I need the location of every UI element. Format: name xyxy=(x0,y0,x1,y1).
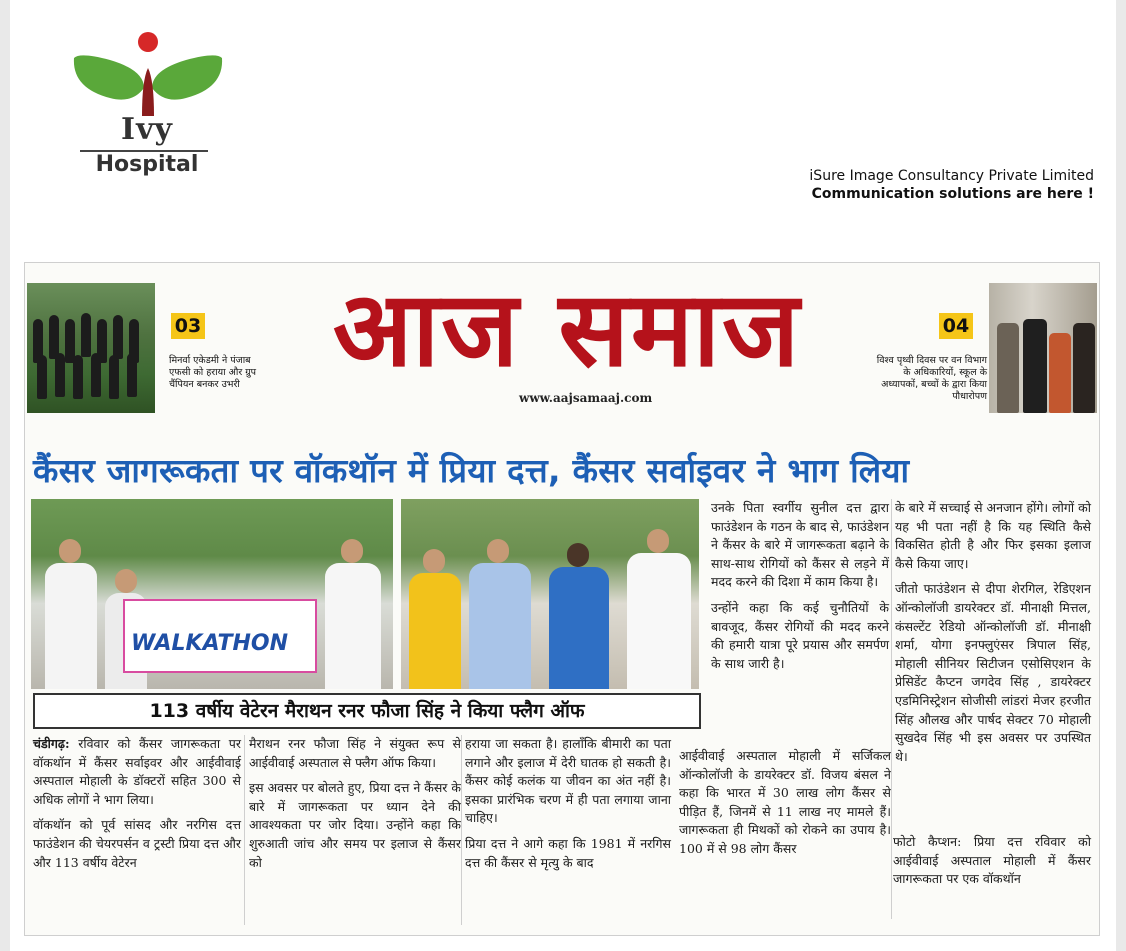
newspaper-masthead-title: आज समाज xyxy=(332,268,802,390)
walkathon-banner xyxy=(123,599,317,673)
masthead xyxy=(25,263,1099,413)
paragraph: के बारे में सच्चाई से अनजान होंगे। लोगों को यह भी पता नहीं है कि यह स्थिति कैसे विकसित होती है और फिर इसका इलाज कैसे किया जाए। xyxy=(895,500,1091,571)
article-column-4-lower xyxy=(679,747,891,866)
consultancy-credit xyxy=(809,168,1094,202)
page-sheet xyxy=(10,0,1116,951)
article-headline: कैंसर जागरूकता पर वॉकथॉन में प्रिया दत्त, कैंसर सर्वाइवर ने भाग लिया xyxy=(33,451,910,490)
paragraph: इस अवसर पर बोलते हुए, प्रिया दत्त ने कैंसर के बारे में जागरूकता पर ध्यान देने की आवश्यकता पर जोर दिया। उन्होंने कहा कि शुरुआती जांच और समय पर इलाज से कैंसर को xyxy=(249,780,461,870)
article-column-5 xyxy=(895,499,1091,773)
paragraph: हराया जा सकता है। हालाँकि बीमारी का पता लगाने और इलाज में देरी घातक हो सकती है। कैंसर कोई कलंक या जीवन का अंत नहीं है। इसका प्रारंभिक चरण में ही पता लगाया जाना चाहिए। xyxy=(465,736,671,826)
brand-name: Ivy xyxy=(121,112,173,147)
article-subheadline: 113 वर्षीय वेटेरन मैराथन रनर फौजा सिंह ने किया फ्लैग ऑफ xyxy=(33,693,701,729)
paragraph: आईवीवाई अस्पताल मोहाली में सर्जिकल ऑन्कोलॉजी के डायरेक्टर डॉ. विजय बंसल ने कहा कि भारत में 30 लाख लोग कैंसर से पीड़ित हैं, जिनमें से 11 लाख नए मामले हैं। जागरूकता ही मिथकों को रोकने का उपाय है। 100 में से 98 लोग कैंसर xyxy=(679,748,891,856)
teaser-right-text: विश्व पृथ्वी दिवस पर वन विभाग के अधिकारियों, स्कूल के अध्यापकों, बच्चों के द्वारा किया पौधारोपण xyxy=(876,355,987,402)
dateline: चंडीगढ़: xyxy=(33,736,70,751)
teaser-left-text: मिनर्वा एकेडमी ने पंजाब एफसी को हराया और ग्रुप चैंपियन बनकर उभरी xyxy=(169,355,257,390)
column-divider xyxy=(244,735,245,925)
article-column-2 xyxy=(249,735,461,879)
consultancy-tagline: Communication solutions are here ! xyxy=(811,186,1094,202)
article-column-1 xyxy=(33,735,241,879)
banner-text: WALKATHON xyxy=(131,631,289,656)
article-column-3 xyxy=(465,735,671,879)
walkathon-photo-right xyxy=(401,499,699,689)
newspaper-clipping xyxy=(24,262,1100,936)
paragraph: जीतो फाउंडेशन से दीपा शेरगिल, रेडिएशन ऑन्कोलॉजी डायरेक्टर डॉ. मीनाक्षी मित्तल, कंसल्टेंट रेडियो ऑन्कोलॉजी डॉ. मीनाक्षी शर्मा, योगा इनफ्लुएंसर त्रिपाल सिंह, मोहाली सीनियर सिटीजन एसोसिएशन के प्रेसिडेंट कैप्टन जगदेव सिंह , डायरेक्टर एडमिनिस्ट्रेशन सोजीसी लांडरां मेजर हरजीत सिंह औलख और पार्षद सेक्टर 70 मोहाली सुखदेव सिंह भी इस अवसर पर उपस्थित थे। xyxy=(895,581,1091,764)
page-badge-right: 04 xyxy=(939,313,973,339)
page-badge-left: 03 xyxy=(171,313,205,339)
column-divider xyxy=(461,735,462,925)
column-divider xyxy=(891,499,892,919)
article-column-4 xyxy=(711,499,889,680)
paragraph: वॉकथॉन को पूर्व सांसद और नरगिस दत्त फाउंडेशन की चेयरपर्सन व ट्रस्टी प्रिया दत्त और और 113 वर्षीय वेटेरन xyxy=(33,817,241,870)
paragraph: उनके पिता स्वर्गीय सुनील दत्त द्वारा फाउंडेशन के गठन के बाद से, फाउंडेशन ने कैंसर के बारे में जागरूकता बढ़ाने के साथ-साथ रोगियों को कैंसर से लड़ने में मदद करने की दिशा में काम किया है। xyxy=(711,500,889,590)
brand-subtitle: Hospital xyxy=(95,152,199,177)
paragraph: उन्होंने कहा कि कई चुनौतियों के बावजूद, कैंसर रोगियों की मदद करने की हमारी यात्रा पूरे प्रयास और समर्पण के साथ जारी है। xyxy=(711,599,889,671)
arrest-photo xyxy=(989,283,1097,413)
paragraph: रविवार को कैंसर जागरूकता पर वॉकथॉन में कैंसर सर्वाइवर और आईवीवाई अस्पताल मोहाली के डॉक्टरों सहित 300 से अधिक लोगों ने भाग लिया। xyxy=(33,736,241,807)
consultancy-name: iSure Image Consultancy Private Limited xyxy=(809,168,1094,184)
walkathon-photo-left xyxy=(31,499,393,689)
newspaper-url: www.aajsamaaj.com xyxy=(519,391,653,405)
paragraph: मैराथन रनर फौजा सिंह ने संयुक्त रूप से आईवीवाई अस्पताल से फ्लैग ऑफ किया। xyxy=(249,736,461,770)
photo-caption: फोटो कैप्शन: प्रिया दत्त रविवार को आईवीवाई अस्पताल मोहाली में कैंसर जागरूकता पर एक वॉकथॉन xyxy=(893,834,1091,887)
paragraph: प्रिया दत्त ने आगे कहा कि 1981 में नरगिस दत्त की कैंसर से मृत्यु के बाद xyxy=(465,835,671,870)
football-team-photo xyxy=(27,283,155,413)
